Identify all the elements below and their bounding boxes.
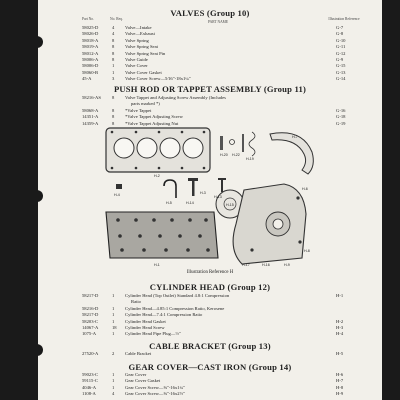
part-name: Cylinder Head—4.85:1 Compression Ratio, Kerosene bbox=[125, 305, 225, 311]
table-row bbox=[38, 351, 382, 357]
part-number: 58006-D bbox=[82, 63, 99, 69]
illustration-ref: H-7 bbox=[336, 378, 344, 384]
part-name: Valve Spring Seat Pin bbox=[125, 50, 166, 56]
cable-bracket-rows bbox=[38, 351, 382, 357]
part-name: Valve Spring bbox=[125, 37, 149, 43]
valves-rows bbox=[38, 25, 382, 83]
part-number: 59023-C bbox=[82, 372, 99, 377]
label-h-20: H-20 bbox=[220, 153, 228, 157]
quantity: 1 bbox=[112, 69, 115, 75]
part-number: 58217-D bbox=[82, 312, 99, 318]
part-name: Valve Guide bbox=[125, 56, 148, 62]
part-number: 14359-A bbox=[82, 120, 99, 126]
part-name: *Valve Tappet Adjusting Screw bbox=[125, 114, 183, 120]
section-title-gear-cover: GEAR COVER—CAST IRON (Group 14) bbox=[128, 362, 292, 372]
quantity: 4 bbox=[112, 25, 115, 30]
quantity: 8 bbox=[112, 37, 115, 43]
part-name: parts marked *) bbox=[131, 101, 160, 107]
part-name: Cable Bracket bbox=[125, 351, 152, 356]
part-name: Gear Cover bbox=[125, 372, 147, 377]
part-number: 58026-D bbox=[82, 31, 99, 37]
label-h-19: H-19 bbox=[246, 157, 254, 161]
illustration-ref: G-12 bbox=[336, 50, 346, 56]
part-number: 14067-A bbox=[82, 324, 99, 330]
quantity: 3 bbox=[112, 76, 115, 82]
quantity: 1 bbox=[112, 372, 115, 377]
illustration-ref: G-10 bbox=[336, 37, 346, 43]
label-h-2: H-2 bbox=[154, 174, 160, 178]
label-h-17: H-17 bbox=[242, 263, 250, 267]
quantity: 1 bbox=[112, 312, 115, 318]
part-number: 58006-A bbox=[82, 56, 99, 62]
quantity: 8 bbox=[112, 44, 115, 50]
part-name: Cylinder Head—7.4:1 Compression Ratio bbox=[125, 312, 203, 318]
part-name: Valve Cover bbox=[125, 63, 148, 69]
quantity: 1 bbox=[112, 305, 115, 311]
illustration-ref: G-18 bbox=[336, 114, 346, 120]
quantity: 8 bbox=[112, 56, 115, 62]
illustration-ref: H-8 bbox=[336, 384, 344, 390]
part-number: 58068-A bbox=[82, 107, 99, 113]
part-number: 58217-D bbox=[82, 293, 99, 298]
part-number: 58203-C bbox=[82, 318, 99, 324]
illustration-ref: G-16 bbox=[336, 107, 346, 113]
illustration-ref: G-14 bbox=[336, 76, 346, 82]
illustration-caption: Illustration Reference H bbox=[186, 270, 234, 275]
part-number: 1108-A bbox=[82, 391, 96, 397]
illustration-ref: H-1 bbox=[336, 293, 344, 298]
label-h-4: H-4 bbox=[114, 193, 120, 197]
quantity: 1 bbox=[112, 63, 115, 69]
part-name: Valve Spring Seat bbox=[125, 44, 158, 50]
part-number: 58216-D bbox=[82, 305, 99, 311]
quantity: 1 bbox=[112, 318, 115, 324]
illustration-ref: H-6 bbox=[336, 372, 344, 377]
part-number: 27520-A bbox=[82, 351, 99, 356]
gear-cover-drawing bbox=[216, 184, 306, 264]
part-name: Valve Cover Screw—5⁄16"-18x1¼" bbox=[125, 76, 191, 82]
quantity: 8 bbox=[112, 114, 115, 120]
quantity: 8 bbox=[112, 107, 115, 113]
binder-hole bbox=[38, 190, 43, 202]
illustration-ref: G-19 bbox=[336, 120, 346, 126]
part-name: Cylinder Head Pipe Plug—½" bbox=[125, 331, 181, 337]
quantity: 18 bbox=[112, 324, 117, 330]
part-name: Valve—Exhaust bbox=[125, 31, 155, 37]
label-h-22: H-22 bbox=[232, 153, 240, 157]
column-header-part-no: Part No. bbox=[82, 17, 94, 21]
part-name: Valve—Intake bbox=[125, 25, 152, 30]
part-name: *Valve Tappet Adjusting Nut bbox=[125, 120, 179, 126]
quantity: 4 bbox=[112, 31, 115, 37]
section-title-cylinder-head: CYLINDER HEAD (Group 12) bbox=[149, 282, 271, 292]
cylinder-head-gasket-drawing bbox=[106, 128, 210, 172]
illustration-ref: H-5 bbox=[336, 351, 344, 356]
column-header-illustration-reference: Illustration Reference bbox=[328, 17, 360, 21]
table-row bbox=[38, 391, 382, 397]
part-number: 58018-A bbox=[82, 37, 99, 43]
catalog-page bbox=[38, 0, 382, 400]
label-h-14: H-14 bbox=[186, 201, 194, 205]
quantity: 1 bbox=[112, 331, 115, 337]
illustration-ref: G-7 bbox=[336, 25, 344, 30]
label-h-9: H-9 bbox=[284, 263, 290, 267]
section-title-cable-bracket: CABLE BRACKET (Group 13) bbox=[149, 341, 271, 351]
part-number: 58012-A bbox=[82, 50, 99, 56]
part-number: 1075-A bbox=[82, 331, 97, 337]
part-name: Cylinder Head Gasket bbox=[125, 318, 166, 324]
part-name: Gear Cover Gasket bbox=[125, 378, 161, 384]
column-header-part-name: PART NAME bbox=[208, 20, 229, 24]
label-h-16: H-16 bbox=[262, 263, 270, 267]
quantity: 8 bbox=[112, 95, 115, 100]
label-h-15: H-15 bbox=[226, 203, 234, 207]
quantity: 4 bbox=[112, 391, 115, 397]
column-header-qty: No. Req. bbox=[110, 17, 123, 21]
quantity: 1 bbox=[112, 293, 115, 298]
part-number: 58060-B bbox=[82, 69, 99, 75]
part-number: 58019-A bbox=[82, 44, 99, 50]
table-row bbox=[38, 76, 382, 82]
part-name: Cylinder Head Screw bbox=[125, 324, 165, 330]
part-name: Gear Cover Screw—⅜"-16x2½" bbox=[125, 391, 185, 397]
quantity: 8 bbox=[112, 50, 115, 56]
label-h-13: H-13 bbox=[214, 195, 222, 199]
part-name: Gear Cover Screw—⅜"-16x1¼" bbox=[125, 384, 185, 390]
illustration-ref: G-15 bbox=[336, 63, 346, 69]
gear-cover-rows bbox=[38, 372, 382, 398]
section-title-valves: VALVES (Group 10) bbox=[170, 8, 250, 18]
part-number: 58216-AS bbox=[82, 95, 101, 100]
part-name: Ratio bbox=[131, 299, 141, 305]
illustration-ref: G-9 bbox=[336, 56, 344, 62]
cylinder-head-drawing bbox=[106, 212, 218, 258]
part-name: *Valve Tappet bbox=[125, 107, 152, 113]
part-name: Cylinder Head (Top Outlet) Standard 4.8:1 Compression bbox=[125, 293, 230, 298]
part-number: 45-A bbox=[82, 76, 92, 82]
quantity: 1 bbox=[112, 384, 115, 390]
illustration-ref: H-2 bbox=[336, 318, 344, 324]
illustration-ref: G-8 bbox=[336, 31, 344, 37]
illustration-ref: G-13 bbox=[336, 69, 346, 75]
table-row bbox=[38, 331, 382, 337]
part-name: Valve Tappet and Adjusting Screw Assembly (Includes bbox=[125, 95, 226, 100]
label-h-3: H-3 bbox=[200, 191, 206, 195]
push-rod-rows bbox=[38, 95, 382, 127]
part-number: 4046-A bbox=[82, 384, 97, 390]
illustration-ref: H-9 bbox=[336, 391, 344, 397]
section-title-push-rod: PUSH ROD OR TAPPET ASSEMBLY (Group 11) bbox=[113, 84, 307, 94]
label-h-1: H-1 bbox=[154, 263, 160, 267]
part-number: 14351-A bbox=[82, 114, 99, 120]
illustration-ref: H-4 bbox=[336, 331, 344, 337]
quantity: 8 bbox=[112, 120, 115, 126]
quantity: 1 bbox=[112, 378, 115, 384]
label-h-8: H-8 bbox=[304, 249, 310, 253]
illustration-h bbox=[102, 124, 318, 270]
quantity: 2 bbox=[112, 351, 115, 356]
label-h-5: H-5 bbox=[166, 201, 172, 205]
cable-bracket-drawing bbox=[164, 180, 176, 198]
illustration-ref: G-11 bbox=[336, 44, 346, 50]
part-name: Valve Cover Gasket bbox=[125, 69, 162, 75]
part-number: 59115-C bbox=[82, 378, 98, 384]
illustration-ref: H-3 bbox=[336, 324, 344, 330]
part-number: 58025-D bbox=[82, 25, 99, 30]
label-h-7: H-7 bbox=[292, 135, 298, 139]
cylinder-head-rows bbox=[38, 293, 382, 338]
label-h-6: H-6 bbox=[302, 187, 308, 191]
